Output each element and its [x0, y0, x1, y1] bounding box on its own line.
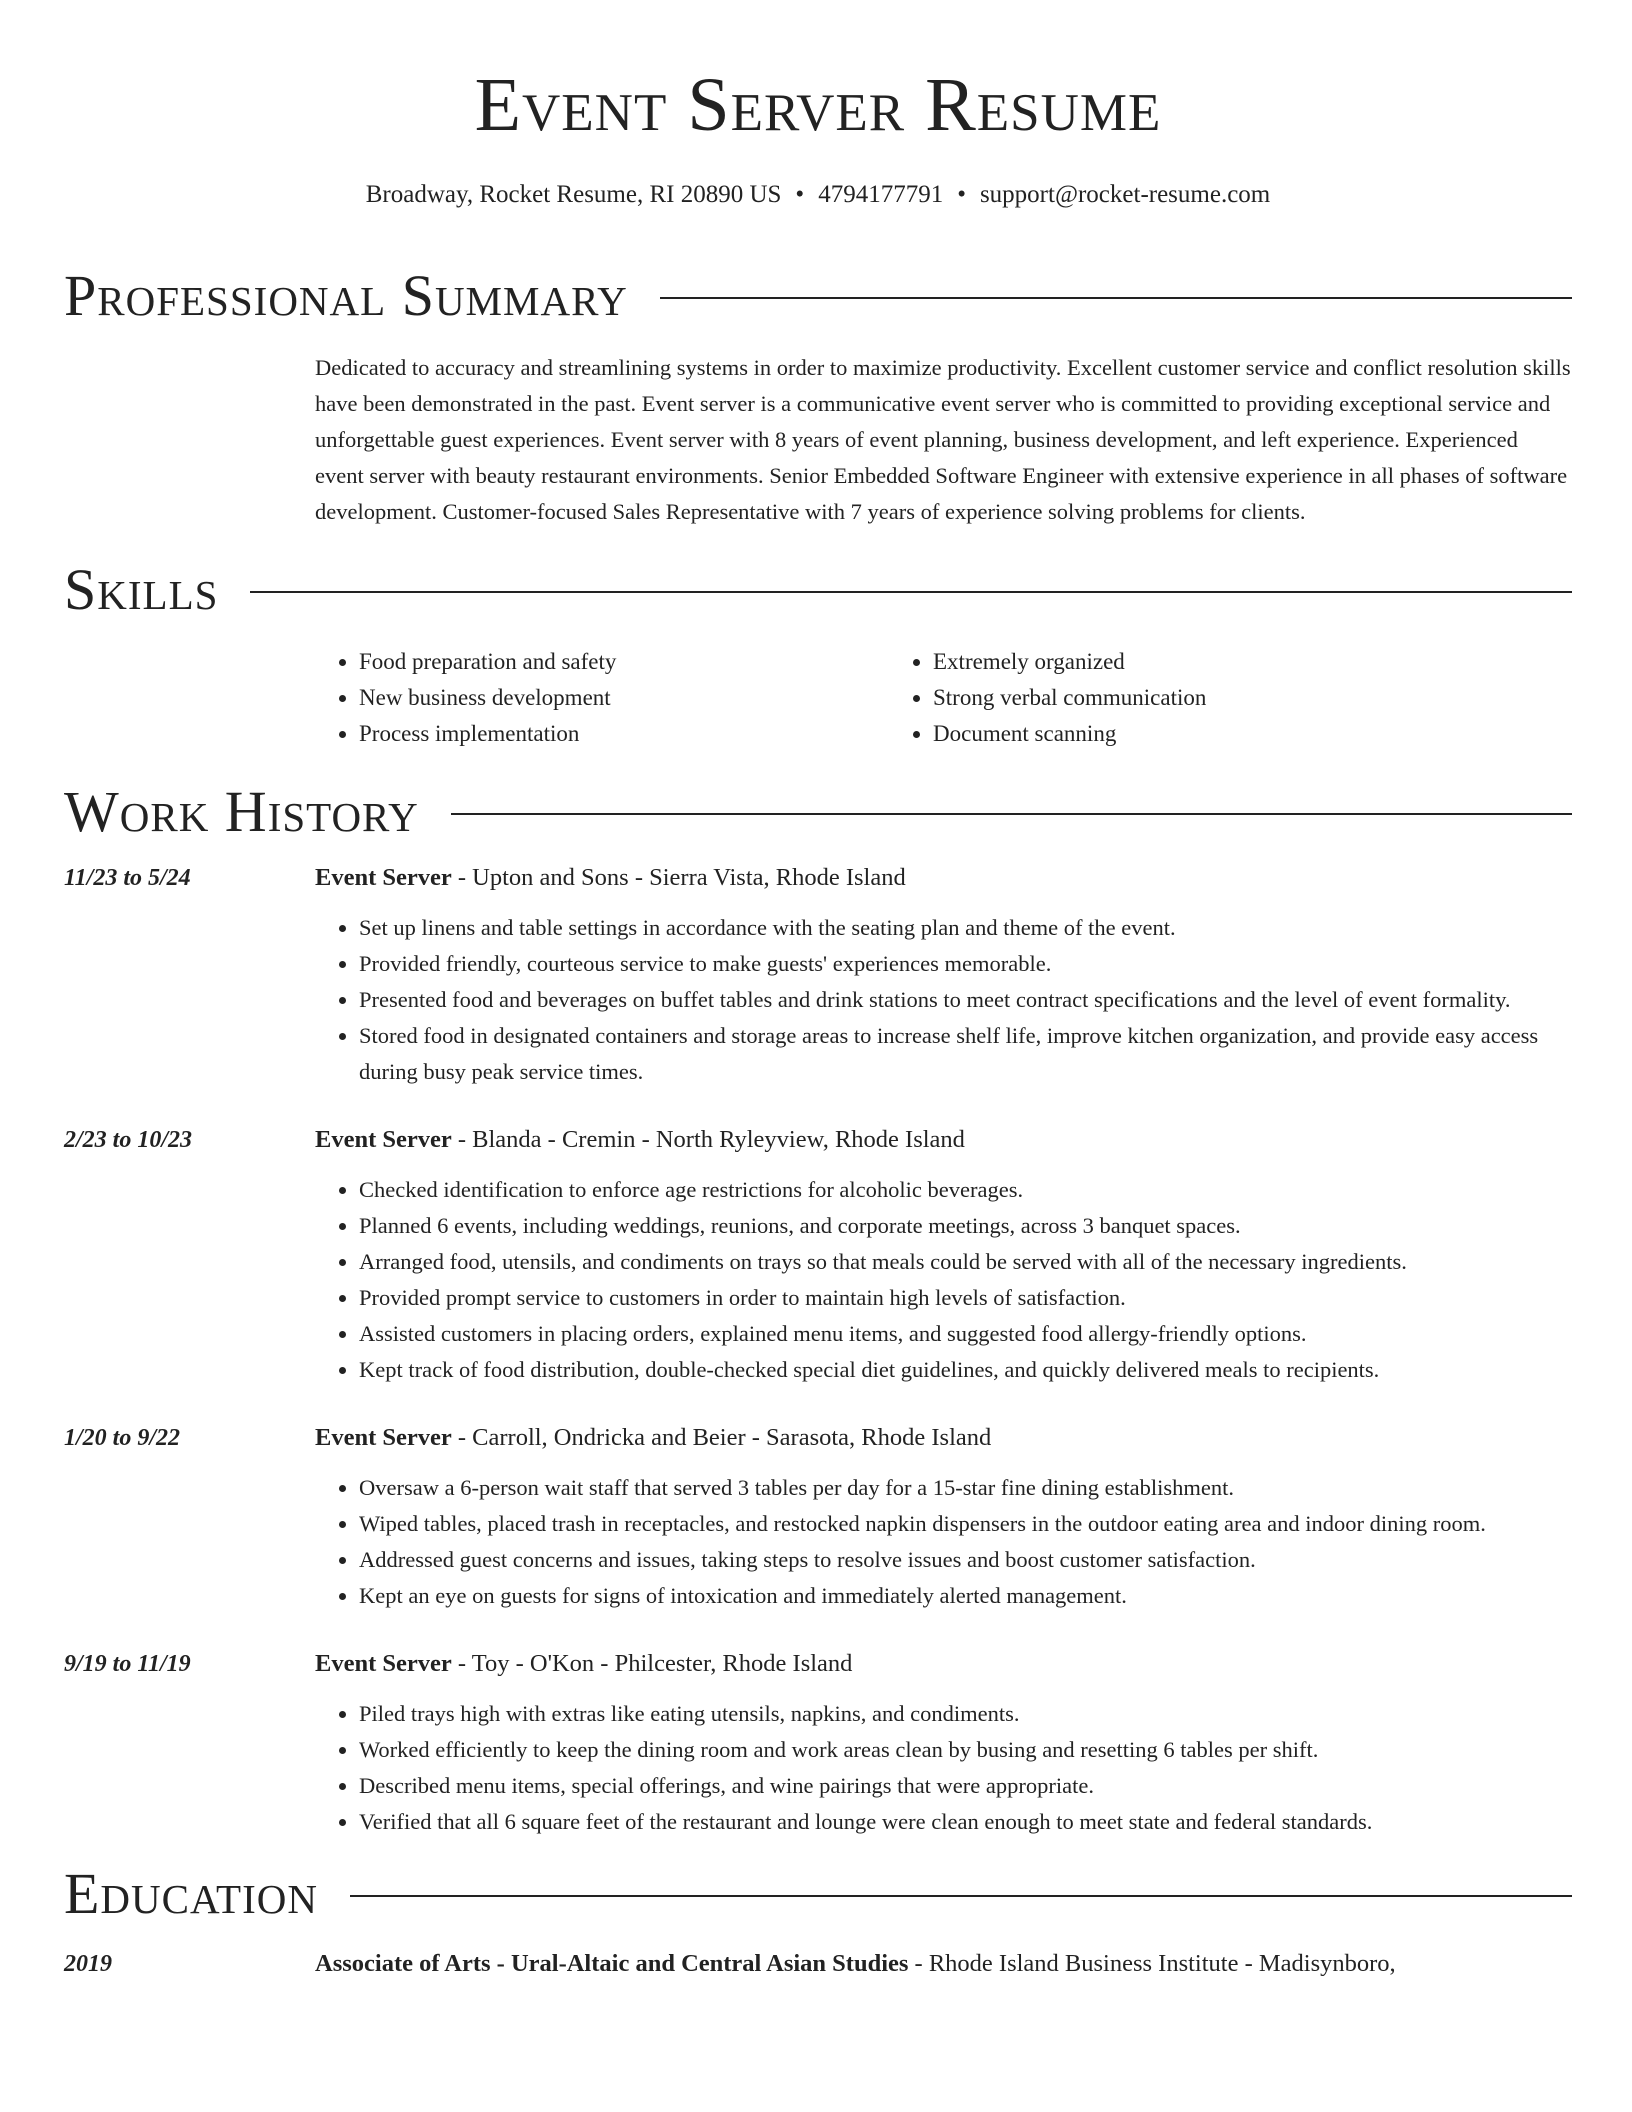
skill-item: • Process implementation — [359, 716, 889, 752]
job-bullet: • Worked efficiently to keep the dining room and work areas clean by busing and resetting 6 tables per shift. — [359, 1732, 1572, 1768]
job-title: Event Server — [315, 1650, 452, 1677]
skills-column-left — [315, 644, 889, 752]
job-bullet: • Planned 6 events, including weddings, reunions, and corporate meetings, across 3 banquet spaces. — [359, 1208, 1572, 1244]
skills-column-right — [889, 644, 1206, 752]
job-employer: - Blanda - Cremin - North Ryleyview, Rhode Island — [451, 1126, 965, 1153]
job-title: Event Server — [315, 1126, 452, 1153]
skills-heading: Skills — [64, 557, 219, 622]
job-bullet: • Verified that all 6 square feet of the restaurant and lounge were clean enough to meet state and federal standards. — [359, 1804, 1572, 1840]
education-degree: Associate of Arts - Ural-Altaic and Central Asian Studies — [315, 1950, 909, 1977]
contact-separator: • — [957, 181, 966, 208]
education-entry — [64, 1946, 1572, 1982]
resume-title: Event Server Resume — [474, 63, 1162, 147]
summary-section-header — [64, 264, 1572, 328]
summary-heading: Professional Summary — [64, 263, 628, 328]
job-bullet: • Wiped tables, placed trash in receptacles, and restocked napkin dispensers in the outdoor eating area and indoor dining room. — [359, 1506, 1572, 1542]
skill-item: • Food preparation and safety — [359, 644, 889, 680]
job-bullets — [315, 910, 1572, 1090]
job-bullet: • Piled trays high with extras like eating utensils, napkins, and condiments. — [359, 1696, 1572, 1732]
contact-address: Broadway, Rocket Resume, RI 20890 US — [365, 181, 782, 208]
job-bullet: • Provided friendly, courteous service to make guests' experiences memorable. — [359, 946, 1572, 982]
job-bullet: • Kept track of food distribution, double-checked special diet guidelines, and quickly delivered meals to recipients. — [359, 1352, 1572, 1388]
education-section-header — [64, 1862, 1572, 1926]
job-bullet: • Provided prompt service to customers in order to maintain high levels of satisfaction. — [359, 1280, 1572, 1316]
education-heading: Education — [64, 1861, 318, 1926]
skills-list — [315, 644, 1572, 752]
job-bullets — [315, 1470, 1572, 1614]
job-bullet: • Stored food in designated containers and storage areas to increase shelf life, improve kitchen organization, and provide easy access during busy peak service times. — [359, 1018, 1572, 1090]
job-title: Event Server — [315, 864, 452, 891]
work-section-header — [64, 780, 1572, 844]
contact-email: support@rocket-resume.com — [979, 181, 1271, 208]
education-school: - Rhode Island Business Institute - Madisynboro, — [908, 1950, 1396, 1977]
contact-line — [64, 180, 1572, 210]
skill-item: • Extremely organized — [933, 644, 1206, 680]
job-entry — [64, 860, 1572, 1090]
job-dates: 2/23 to 10/23 — [64, 1127, 193, 1153]
section-divider — [250, 591, 1572, 593]
job-bullet: • Checked identification to enforce age restrictions for alcoholic beverages. — [359, 1172, 1572, 1208]
contact-phone: 4794177791 — [818, 181, 944, 208]
skill-item: • Document scanning — [933, 716, 1206, 752]
skill-item: • New business development — [359, 680, 889, 716]
job-entry — [64, 1646, 1572, 1840]
job-bullet: • Assisted customers in placing orders, explained menu items, and suggested food allergy-friendly options. — [359, 1316, 1572, 1352]
work-history-list — [64, 860, 1572, 1840]
job-bullet: • Described menu items, special offerings, and wine pairings that were appropriate. — [359, 1768, 1572, 1804]
job-bullets — [315, 1696, 1572, 1840]
resume-page — [64, 0, 1572, 1982]
skill-item: • Strong verbal communication — [933, 680, 1206, 716]
job-dates: 1/20 to 9/22 — [64, 1425, 181, 1451]
job-bullet: • Presented food and beverages on buffet tables and drink stations to meet contract specifications and the level of event formality. — [359, 982, 1572, 1018]
job-dates: 9/19 to 11/19 — [64, 1651, 191, 1677]
job-employer: - Carroll, Ondricka and Beier - Sarasota, Rhode Island — [451, 1424, 992, 1451]
job-bullet: • Set up linens and table settings in accordance with the seating plan and theme of the event. — [359, 910, 1572, 946]
job-bullet: • Kept an eye on guests for signs of intoxication and immediately alerted management. — [359, 1578, 1572, 1614]
job-bullet: • Oversaw a 6-person wait staff that served 3 tables per day for a 15-star fine dining establishment. — [359, 1470, 1572, 1506]
section-divider — [451, 813, 1572, 815]
job-entry — [64, 1122, 1572, 1388]
job-dates: 11/23 to 5/24 — [64, 865, 191, 891]
education-year: 2019 — [64, 1951, 112, 1977]
job-entry — [64, 1420, 1572, 1614]
job-title: Event Server — [315, 1424, 452, 1451]
work-heading: Work History — [64, 779, 419, 844]
summary-paragraph: Dedicated to accuracy and streamlining systems in order to maximize productivity. Excellent customer service and conflict resolution skills have been demonstrated in the past. Event server is a communicative event server who is committed to providing exceptional service and unforgettable guest experiences. Event server with 8 years of event planning, business development, and left experience. Experienced event server with beauty restaurant environments. Senior Embedded Software Engineer with extensive experience in all phases of software development. Customer-focused Sales Representative with 7 years of experience solving problems for clients. — [315, 355, 1571, 524]
job-bullet: • Arranged food, utensils, and condiments on trays so that meals could be served with all of the necessary ingredients. — [359, 1244, 1572, 1280]
section-divider — [350, 1895, 1572, 1897]
job-bullets — [315, 1172, 1572, 1388]
job-bullet: • Addressed guest concerns and issues, taking steps to resolve issues and boost customer satisfaction. — [359, 1542, 1572, 1578]
job-employer: - Toy - O'Kon - Philcester, Rhode Island — [451, 1650, 853, 1677]
skills-section-header — [64, 558, 1572, 622]
section-divider — [660, 297, 1572, 299]
job-employer: - Upton and Sons - Sierra Vista, Rhode Island — [451, 864, 906, 891]
contact-separator: • — [795, 181, 805, 208]
